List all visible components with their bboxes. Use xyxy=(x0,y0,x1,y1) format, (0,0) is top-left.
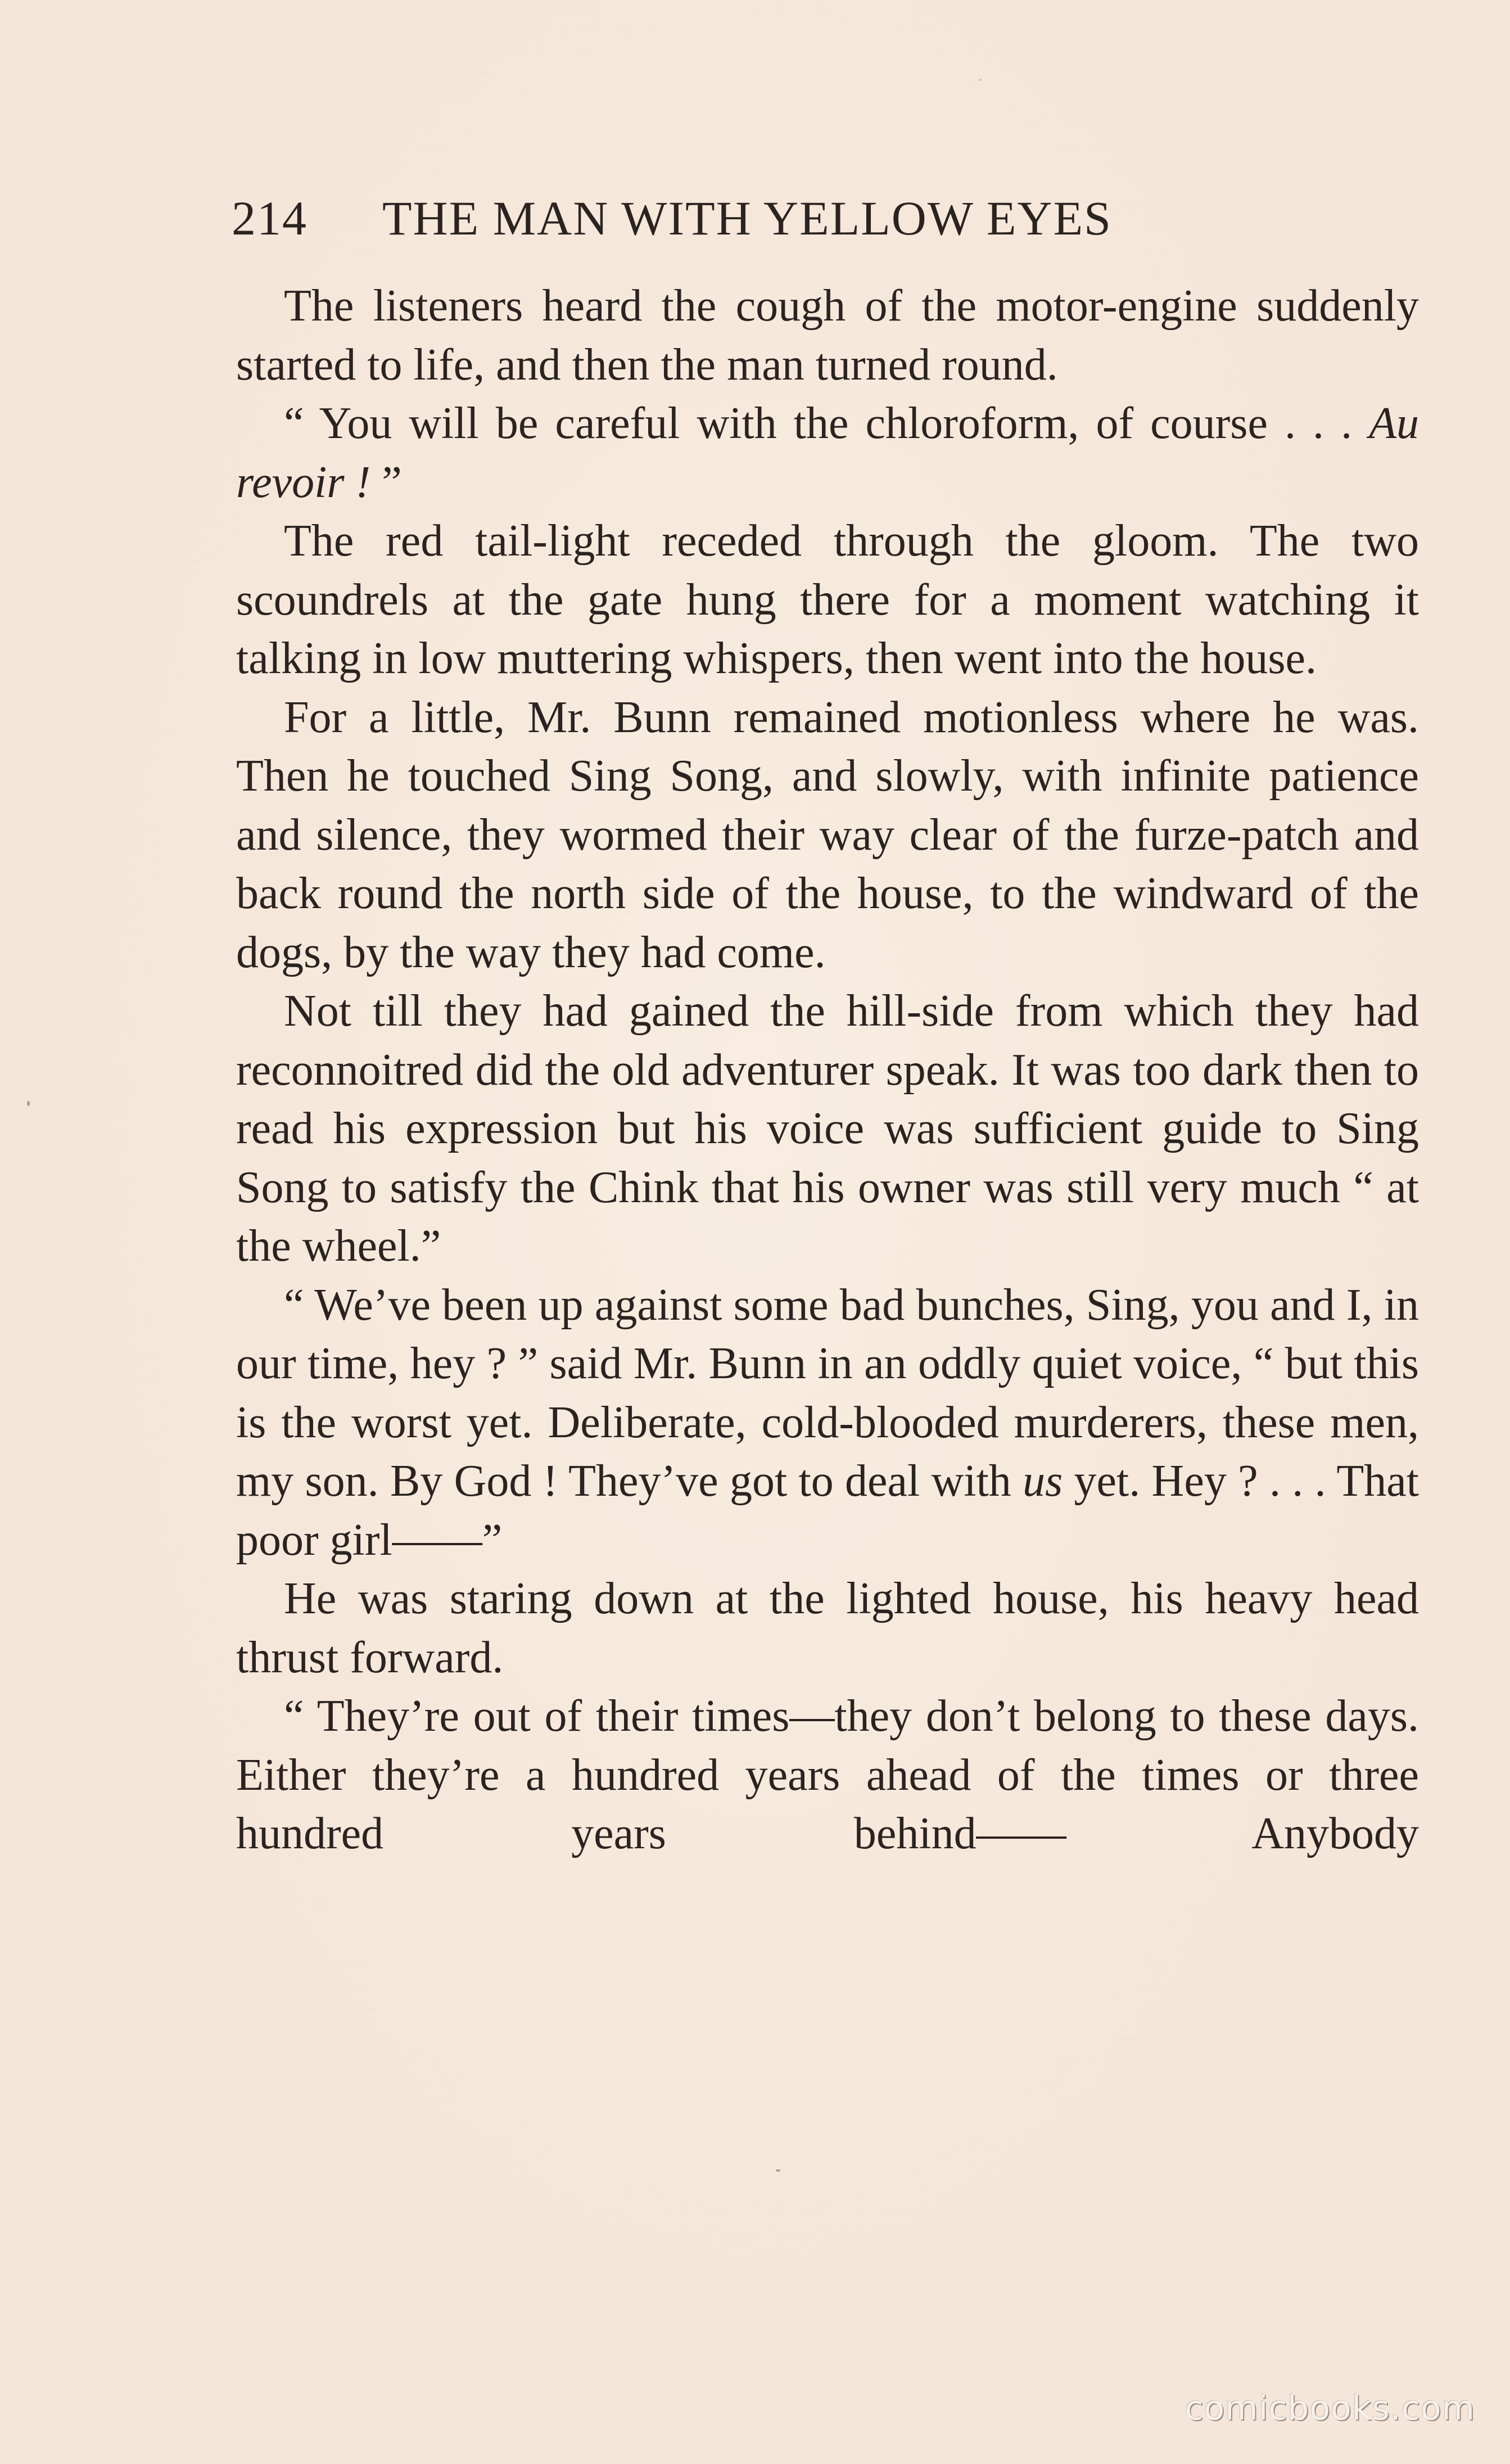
paragraph: “ They’re out of their times—they don’t belong to these days. Either they’re a hundred years ahead of the times or three hundred years behind—— Anybody xyxy=(236,1691,1419,1858)
paragraph: The listeners heard the cough of the motor-engine suddenly started to life, and then the man turned round. xyxy=(236,281,1419,390)
paragraph-text: yet. Hey ? . . . That poor girl——” xyxy=(236,1456,1419,1565)
paper-speck xyxy=(979,79,982,81)
paragraph: Not till they had gained the hill-side from which they had reconnoitred did the old adventurer speak. It was too dark then to read his expression but his voice was sufficient guide to Sing Song to satisfy the Chink that his owner was still very much “ at the wheel.” xyxy=(236,986,1419,1271)
paragraph: He was staring down at the lighted house, his heavy head thrust forward. xyxy=(236,1574,1419,1682)
watermark: comicbooks.com xyxy=(1185,2389,1475,2428)
paragraph-text: “ We’ve been up against some bad bunches, Sing, you and I, in our time, hey ? ” said Mr. Bunn in an oddly quiet voice, “ but this is the worst yet. Deliberate, cold-blooded murderers, these men, my son. By God ! They’ve got to deal with xyxy=(236,1280,1419,1506)
closing-quote: ” xyxy=(370,457,402,507)
paragraph xyxy=(236,394,1419,512)
running-header xyxy=(232,190,1260,246)
italic-text: us xyxy=(1023,1456,1063,1506)
paragraph: For a little, Mr. Bunn remained motionless where he was. Then he touched Sing Song, and slowly, with infinite patience and silence, they wormed their way clear of the furze-patch and back round the north side of the house, to the windward of the dogs, by the way they had come. xyxy=(236,692,1419,977)
paragraph xyxy=(236,1276,1419,1570)
running-title: THE MAN WITH YELLOW EYES xyxy=(382,191,1112,245)
italic-text: Au revoir ! xyxy=(236,399,1419,507)
paragraph: The red tail-light receded through the gloom. The two scoundrels at the gate hung there for a moment watching it talking in low muttering whispers, then went into the house. xyxy=(236,516,1419,683)
paper-speck xyxy=(776,2169,780,2172)
page-number: 214 xyxy=(232,191,308,245)
paragraph-text: “ You will be careful with the chloroform, of course . . . xyxy=(284,399,1369,448)
paper-speck xyxy=(27,1101,30,1106)
body-text xyxy=(236,277,1419,1863)
